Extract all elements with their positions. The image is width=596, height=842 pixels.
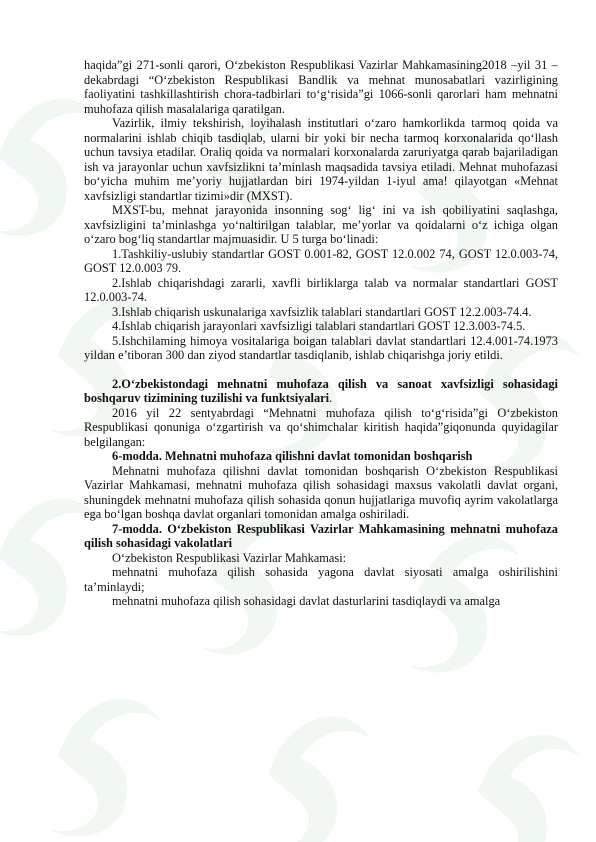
article-7-item-2: mehnatni muhofaza qilish sohasidagi davlat dasturlarini tasdiqlaydi va amalga — [112, 594, 501, 608]
article-7-item-1: mehnatni muhofaza qilish sohasida yagona davlat siyosati amalga oshirilishini ta’minlaydi; — [84, 565, 558, 594]
list-item-standard-1: 1.Tashkiliy-uslubiy standartlar GOST 0.001-82, GOST 12.0.002 74, GOST 12.0.003-74, GOST 12.0.003 79. — [84, 246, 558, 275]
watermark-glyph — [470, 735, 580, 842]
watermark-glyph — [260, 717, 370, 842]
watermark-glyph — [50, 699, 160, 837]
list-item-standard-2: 2.Ishlab chiqarishdagi zararli, xavfli birliklarga talab va normalar standartlari GOST 12.0.003-74. — [84, 275, 558, 304]
section-heading — [84, 377, 558, 406]
list-item-standard-3: 3.Ishlab chiqarish uskunalariga xavfsizlik talablari standartlari GOST 12.2.003-74.4. — [112, 304, 532, 319]
paragraph-ministry: Vazirlik, ilmiy tekshirish, loyihalash institutlari o‘zaro hamkorlikda tarmoq qoida va normalarini ishlab chiqib tasdiqlab, ularni bir yoki bir necha tarmoq korxonalarida qo‘llash uchun tavsiya etadilar. Oraliq qoida va normalari korxonalarda zaruriyatga qarab bajariladigan ish va jarayonlar uchun xavfsizlikni ta’minlash maqsadida tavsiya etiladi. Mehnat muhofazasi bo‘yicha muhim me’yoriy hujjatlardan biri 1974-yildan 1-iyul ama! qilayotgan «Mehnat xavfsizligi standartlar tizimi»dir (MXST). — [84, 116, 558, 203]
article-6-body: Mehnatni muhofaza qilishni davlat tomonidan boshqarish O‘zbekiston Respublikasi Vazirlar Mahkamasi, mehnatni muhofaza qilish sohasidagi maxsus vakolatli davlat organi, shuningdek mehnatni muhofaza qilish sohasida qonun hujjatlariga muvofiq ayrim vakolatlarga ega bo‘lgan boshqa davlat organlari tomonidan amalga oshiriladi. — [84, 463, 558, 521]
article-6-heading: 6-modda. Mehnatni muhofaza qilishni davlat tomonidan boshqarish — [112, 449, 473, 463]
list-item-standard-5: 5.Ishchilaming himoya vositalariga boigan talablari davlat standartlari 12.4.001-74.1973 yildan e’tiboran 300 dan ziyod standartlar tasdiqlanib, ishlab chiqarishga joriy etildi. — [84, 333, 558, 362]
section-heading-text: 2.O‘zbekistondagi mehnatni muhofaza qilish va sanoat xavfsizligi sohasidagi boshqaruv tizimining tuzilishi va funktsiyalari — [84, 376, 558, 405]
paragraph-mxst: MXST-bu, mehnat jarayonida insonning sog‘ lig‘ ini va ish qobiliyatini saqlashga, xavfsizligini ta’minlashga yo‘naltirilgan talablar, me’yorlar va qoidalarni o‘z ichiga olgan o‘zaro bog‘liq standartlar majmuasidir. U 5 turga bo‘linadi: — [84, 203, 558, 246]
list-item-standard-4: 4.Ishlab chiqarish jarayonlari xavfsizligi talablari standartlari GOST 12.3.003-74.5. — [112, 319, 526, 333]
paragraph-law: 2016 yil 22 sentyabrdagi “Mehnatni muhofaza qilish to‘g‘risida”gi O‘zbekiston Respublikasi qonuniga o‘zgartirish va qo‘shimchalar kiritish haqida”giqonunda quyidagilar belgilangan: — [84, 405, 558, 449]
paragraph-intro: haqida”gi 271-sonli qarori, O‘zbekiston Respublikasi Vazirlar Mahkamasining2018 –yil 31 –dekabrdagi “O‘zbekiston Respublikasi Bandlik va mehnat munosabatlari vazirligining faoliyatini tashkillashtirish chora-tadbirlari to‘g‘risida”gi 1066-sonli qarorlari ham mehnatni muhofaza qilish masalalariga qaratilgan. — [84, 58, 558, 116]
article-7-heading: 7-modda. O‘zbekiston Respublikasi Vazirlar Mahkamasining mehnatni muhofaza qilish sohasidagi vakolatlari — [84, 521, 558, 550]
article-7-intro: O‘zbekiston Respublikasi Vazirlar Mahkamasi: — [112, 550, 347, 565]
section-heading-tail: . — [329, 391, 333, 405]
document-body — [84, 58, 558, 609]
